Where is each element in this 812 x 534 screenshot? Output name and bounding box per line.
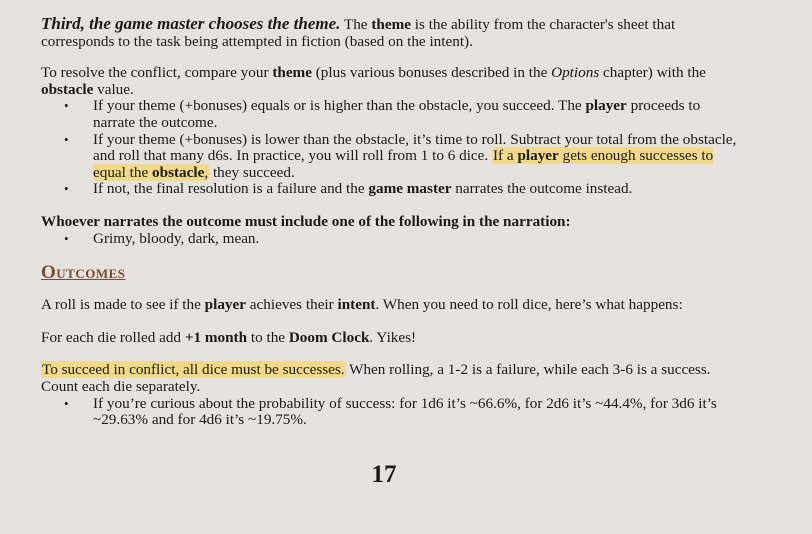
list-item: [41, 98, 741, 131]
text-run: If a: [493, 147, 518, 165]
bold-term: player: [585, 97, 627, 115]
narration-list: [41, 231, 741, 248]
text-run: . When you need to roll dice, here’s what happens:: [375, 296, 683, 314]
paragraph-narration-rule: [41, 214, 741, 231]
list-item: • If you’re curious about the probability of success: for 1d6 it’s ~66.6%, for 2d6 it’s ~44.4%, for 3d6 it’s ~29.63% and for 4d6 it’s ~19.75%.: [41, 396, 741, 429]
text-run: narrates the outcome instead.: [451, 180, 633, 198]
text-run: If your theme (+bonuses) is lower than the obstacle, it’s time to roll. Subtract your total from the obstacle, and roll that many d6s. In practice, you will roll from 1 to 6 dice.: [93, 130, 737, 165]
text-run: ,: [204, 163, 209, 181]
text-run: The: [340, 16, 372, 33]
list-item: [41, 181, 741, 198]
text-run: achieves their: [246, 296, 338, 314]
text-run: they succeed.: [209, 163, 295, 181]
bold-term: game master: [368, 180, 452, 198]
bold-term: obstacle: [41, 80, 94, 98]
text-run: to the: [247, 328, 289, 346]
text-run: proceeds to narrate the outcome.: [93, 97, 701, 131]
text-run: . Yikes!: [369, 328, 417, 346]
page-number: 17: [371, 461, 397, 488]
text-run: When rolling, a 1-2 is a failure, while each 3-6 is a success. Count each die separately.: [41, 361, 711, 395]
text-run: A roll is made to see if the: [41, 296, 205, 314]
paragraph-theme: [41, 16, 741, 50]
bold-term: Doom Clock: [288, 328, 370, 346]
paragraph-lead-title: Third, the game master chooses the theme.: [41, 14, 341, 33]
text-run: To resolve the conflict, compare your: [41, 64, 273, 82]
bold-sentence: Whoever narrates the outcome must include one of the following in the narration:: [41, 212, 571, 230]
bold-term: player: [204, 296, 246, 314]
probability-list: [41, 396, 741, 429]
bold-term: intent: [337, 296, 376, 314]
bold-term: theme: [272, 64, 312, 82]
list-item: • Grimy, bloody, dark, mean.: [41, 231, 741, 248]
text-run: If not, the final resolution is a failure and the: [93, 180, 369, 198]
text-run: chapter) with the: [599, 64, 706, 82]
text-run: is the ability from the character's sheet that corresponds to the task being attempted in fiction (based on the intent).: [41, 16, 676, 50]
paragraph-doom-clock: [41, 330, 741, 347]
text-run: (plus various bonuses described in the: [311, 64, 552, 82]
text-run: If your theme (+bonuses) equals or is higher than the obstacle, you succeed. The: [93, 97, 586, 115]
section-heading-outcomes: Outcomes: [41, 262, 126, 284]
bold-term: theme: [371, 16, 411, 33]
highlighted-text: To succeed in conflict, all dice must be successes.: [42, 361, 345, 379]
list-item: [41, 132, 741, 182]
paragraph-roll: [41, 297, 741, 314]
bold-term: obstacle: [152, 163, 205, 181]
document-page: [41, 16, 741, 429]
text-run: gets enough successes to equal the: [93, 147, 714, 181]
resolution-list: [41, 98, 741, 198]
italic-term: Options: [551, 64, 600, 82]
text-run: For each die rolled add: [41, 328, 185, 346]
bold-term: player: [517, 147, 559, 165]
text-run: value.: [93, 80, 134, 98]
paragraph-success-rule: [41, 362, 741, 395]
paragraph-resolve: [41, 65, 741, 98]
bold-term: +1 month: [184, 328, 248, 346]
